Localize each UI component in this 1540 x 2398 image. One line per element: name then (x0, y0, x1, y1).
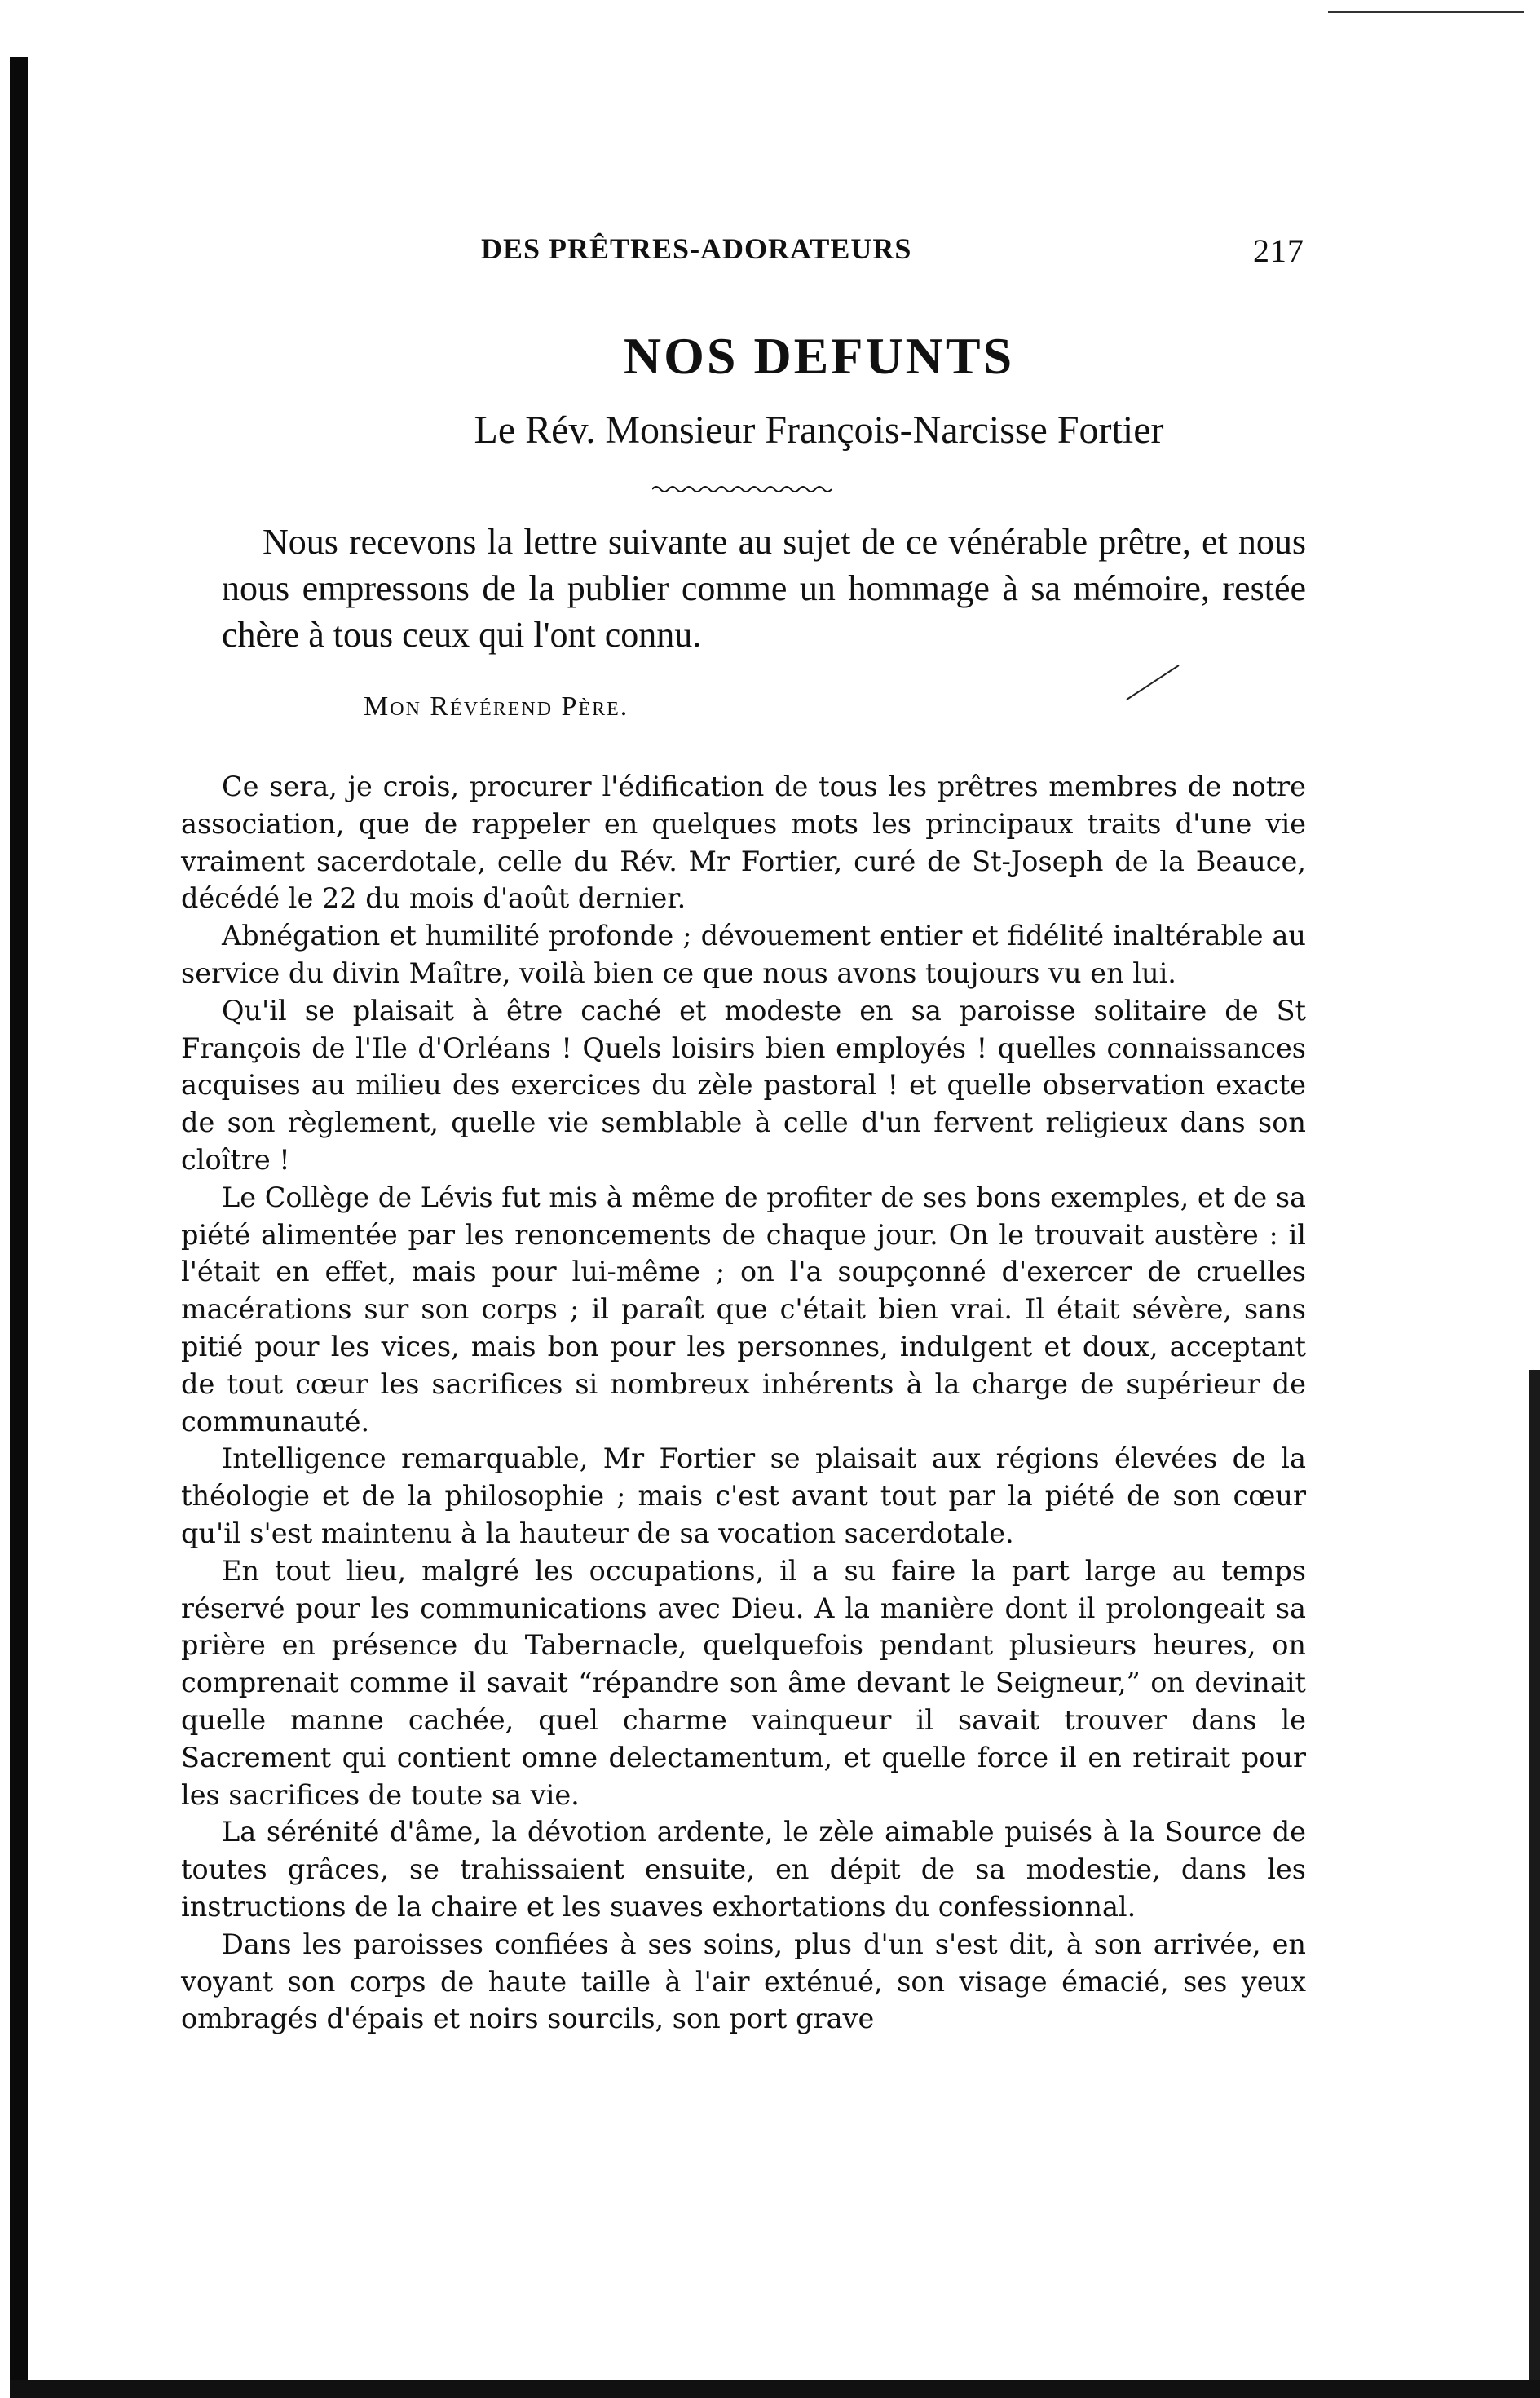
paragraph: Ce sera, je crois, procurer l'édification de tous les prêtres membres de notre association, que de rappeler en quelques mots les principaux traits d'une vie vraiment sacerdotale, celle du Rév. Mr Fortier, curé de St-Joseph de la Beauce, décédé le 22 du mois d'août dernier. (181, 771, 1306, 915)
page-number: 217 (1253, 232, 1304, 269)
section-title: NOS DEFUNTS (623, 327, 1015, 385)
paragraph: Le Collège de Lévis fut mis à même de profiter de ses bons exemples, et de sa piété alimentée par les renoncements de chaque jour. On le trouvait austère : il l'était en effet, mais pour lui-même ; on l'a soupçonné d'exercer de cruelles macérations sur son corps ; il paraît que c'était bien vrai. Il était sévère, sans pitié pour les vices, mais bon pour les personnes, indulgent et doux, acceptant de tout cœur les sacrifices si nombreux inhérents à la charge de supérieur de communauté. (181, 1181, 1306, 1437)
right-scan-border (1529, 1370, 1540, 2398)
pen-stroke-mark (1125, 662, 1182, 703)
bottom-scan-border (10, 2380, 1540, 2398)
letter-body (181, 768, 1306, 2038)
top-rule (1328, 11, 1524, 13)
wavy-ornament (652, 484, 832, 494)
paragraph: En tout lieu, malgré les occupations, il a su faire la part large au temps réservé pour les communications avec Dieu. A la manière dont il prolongeait sa prière en présence du Tabernacle, quelquefois pendant plusieurs heures, on comprenait comme il savait “répandre son âme devant le Seigneur,” on devinait quelle manne cachée, quel charme vainqueur il savait trouver dans le Sacrement qui contient omne delectamentum, et quelle force il en retirait pour les sacrifices de toute sa vie. (181, 1554, 1306, 1811)
running-title: DES PRÊTRES-ADORATEURS (481, 232, 912, 265)
salutation: Mon Révérend Père. (364, 691, 629, 722)
paragraph: La sérénité d'âme, la dévotion ardente, le zèle aimable puisés à la Source de toutes grâces, se trahissaient ensuite, en dépit de sa modestie, dans les instructions de la chaire et les suaves exhortations du confessionnal. (181, 1816, 1306, 1923)
paragraph: Abnégation et humilité profonde ; dévouement entier et fidélité inaltérable au service du divin Maître, voilà bien ce que nous avons toujours vu en lui. (181, 920, 1306, 989)
paragraph: Dans les paroisses confiées à ses soins, plus d'un s'est dit, à son arrivée, en voyant son corps de haute taille à l'air exténué, son visage émacié, ses yeux ombragés d'épais et noirs sourcils, son port grave (181, 1928, 1306, 2035)
running-header (481, 232, 1304, 272)
subtitle: Le Rév. Monsieur François-Narcisse Fortier (474, 408, 1164, 452)
paragraph: Intelligence remarquable, Mr Fortier se plaisait aux régions élevées de la théologie et de la philosophie ; mais c'est avant tout par la piété de son cœur qu'il s'est maintenu à la hauteur de sa vocation sacerdotale. (181, 1442, 1306, 1549)
intro-paragraph: Nous recevons la lettre suivante au sujet de ce vénérable prêtre, et nous nous empressons de la publier comme un hommage à sa mémoire, restée chère à tous ceux qui l'ont connu. (222, 522, 1306, 655)
paragraph: Qu'il se plaisait à être caché et modeste en sa paroisse solitaire de St François de l'Ile d'Orléans ! Quels loisirs bien employés ! quelles connaissances acquises au milieu des exercices du zèle pastoral ! et quelle observation exacte de son règlement, quelle vie semblable à celle d'un fervent religieux dans son cloître ! (181, 994, 1306, 1176)
